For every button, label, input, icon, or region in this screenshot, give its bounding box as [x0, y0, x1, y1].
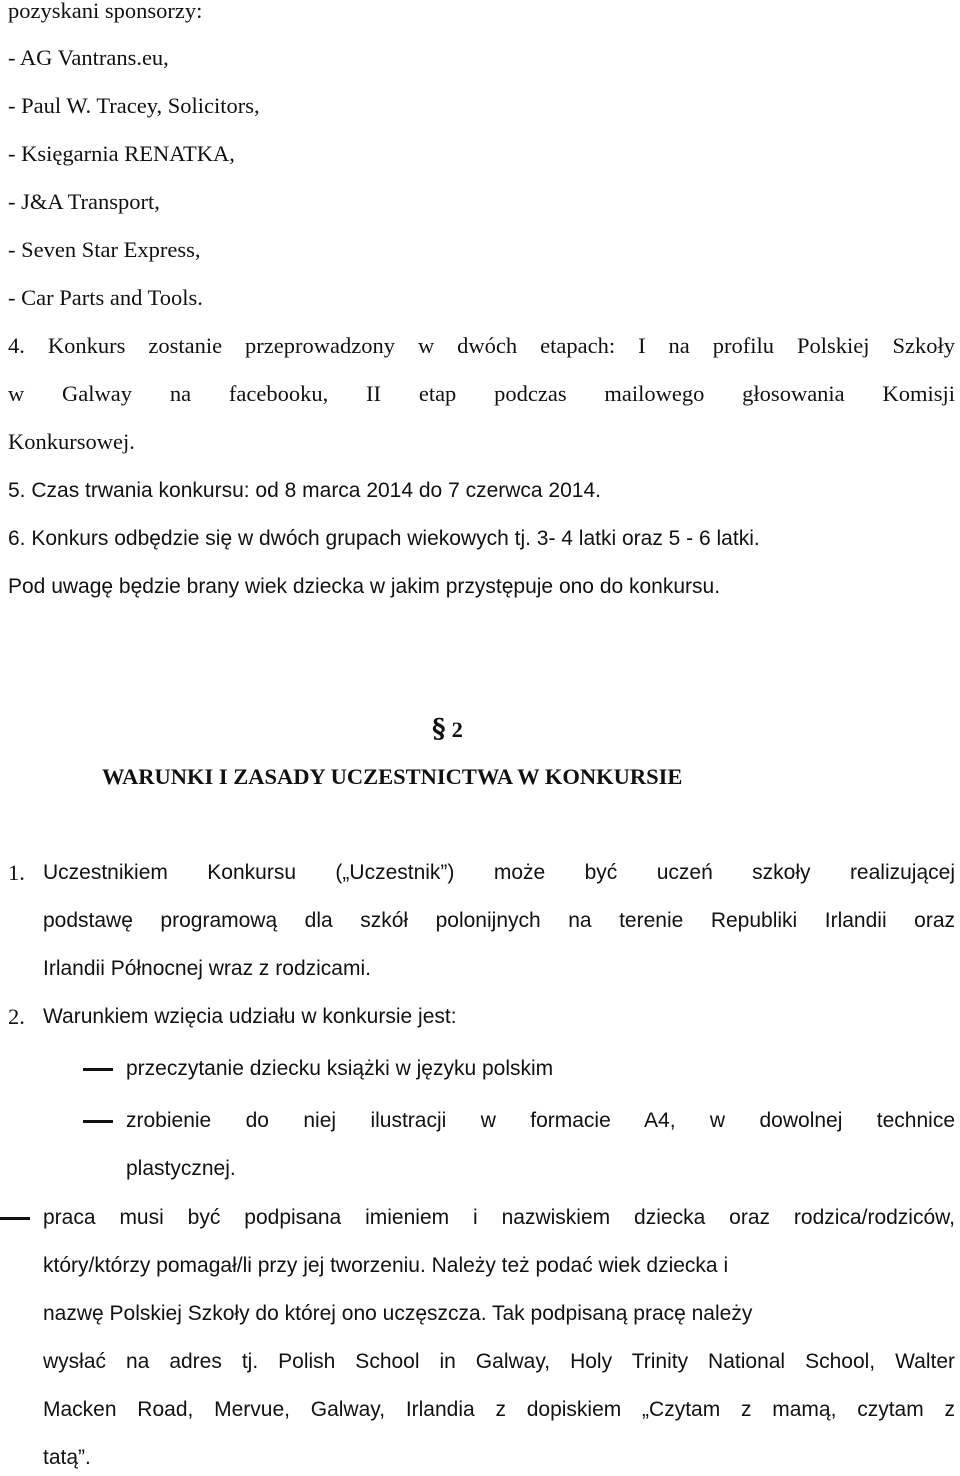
rule-5-line: 5. Czas trwania konkursu: od 8 marca 2014 do 7 czerwca 2014.: [8, 479, 601, 502]
rule-4-line: 4. Konkurs zostanie przeprowadzony w dwóch etapach: I na profilu Polskiej Szkoły: [8, 333, 955, 358]
section-title: WARUNKI I ZASADY UCZESTNICTWA W KONKURSIE: [102, 764, 683, 789]
rule-6-line: 6. Konkurs odbędzie się w dwóch grupach wiekowych tj. 3- 4 latki oraz 5 - 6 latki.: [8, 527, 760, 550]
signing-line: który/którzy pomagał/li przy jej tworzeniu. Należy też podać wiek dziecka i: [43, 1254, 729, 1277]
section-symbol: §: [432, 714, 446, 744]
condition-line: plastycznej.: [126, 1157, 236, 1180]
signing-line: nazwę Polskiej Szkoły do której ono uczęszcza. Tak podpisaną pracę należy: [43, 1302, 753, 1325]
rule-6-line: Pod uwagę będzie brany wiek dziecka w jakim przystępuje ono do konkursu.: [8, 575, 721, 598]
signing-line: wysłać na adres tj. Polish School in Galway, Holy Trinity National School, Walter: [43, 1350, 955, 1373]
sponsor-item: - Paul W. Tracey, Solicitors,: [8, 93, 260, 118]
condition-line: przeczytanie dziecku książki w języku polskim: [126, 1057, 554, 1080]
sponsor-item: - J&A Transport,: [8, 189, 160, 214]
sponsor-item: - Seven Star Express,: [8, 237, 201, 262]
signing-line: Macken Road, Mervue, Galway, Irlandia z dopiskiem „Czytam z mamą, czytam z: [43, 1398, 955, 1421]
rule-4-line: w Galway na facebooku, II etap podczas mailowego głosowania Komisji: [8, 381, 955, 406]
item-1-line: podstawę programową dla szkół polonijnych na terenie Republiki Irlandii oraz: [43, 909, 955, 932]
signing-line: praca musi być podpisana imieniem i nazwiskiem dziecka oraz rodzica/rodziców,: [43, 1206, 955, 1229]
item-1-number: 1.: [8, 860, 25, 885]
item-2-line: Warunkiem wzięcia udziału w konkursie jest:: [43, 1005, 457, 1028]
sponsors-intro: pozyskani sponsorzy:: [8, 0, 203, 23]
section-number-value: 2: [451, 717, 463, 742]
sponsor-item: - AG Vantrans.eu,: [8, 45, 169, 70]
item-2-number: 2.: [8, 1004, 25, 1029]
dash-bullet-icon: [83, 1068, 113, 1071]
item-1-line: Uczestnikiem Konkursu („Uczestnik”) może być uczeń szkoły realizującej: [43, 861, 955, 884]
sponsor-item: - Księgarnia RENATKA,: [8, 141, 235, 166]
dash-bullet-icon: [0, 1217, 30, 1220]
sponsor-item: - Car Parts and Tools.: [8, 285, 203, 310]
signing-line: tatą”.: [43, 1446, 91, 1469]
condition-line: zrobienie do niej ilustracji w formacie A4, w dowolnej technice: [126, 1109, 955, 1132]
item-1-line: Irlandii Północnej wraz z rodzicami.: [43, 957, 371, 980]
rule-4-line: Konkursowej.: [8, 429, 135, 454]
dash-bullet-icon: [83, 1120, 113, 1123]
section-number: [432, 716, 463, 742]
